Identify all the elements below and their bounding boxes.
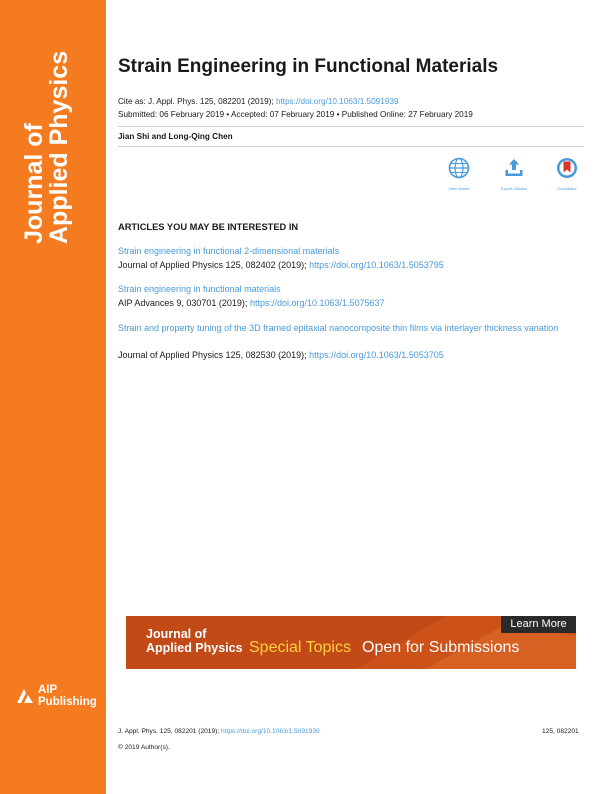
globe-icon [448, 157, 470, 179]
related-article-title[interactable]: Strain and property tuning of the 3D framed epitaxial nanocomposite thin films via interlayer thickness variation [118, 323, 559, 333]
related-article-citation: Journal of Applied Physics 125, 082530 (2019); [118, 350, 307, 360]
footer-page-ref: 125, 082201 [542, 728, 579, 735]
footer-doi-link[interactable]: https://doi.org/10.1063/1.5091939 [221, 728, 320, 735]
footer-citation [118, 728, 320, 735]
publisher-line2: Publishing [38, 696, 97, 708]
journal-name-line1: Journal of [20, 123, 48, 244]
journal-name-vertical [22, 51, 72, 244]
export-icon [503, 157, 525, 179]
related-article-ref [118, 260, 444, 270]
related-article-doi[interactable]: https://doi.org/10.1063/1.5053705 [309, 350, 444, 360]
divider [118, 146, 584, 147]
article-doi-link[interactable]: https://doi.org/10.1063/1.5091939 [275, 97, 399, 106]
article-title: Strain Engineering in Functional Materials [118, 56, 499, 77]
related-article-title[interactable]: Strain engineering in functional materials [118, 284, 281, 294]
related-articles-heading: ARTICLES YOU MAY BE INTERESTED IN [118, 222, 299, 232]
divider [118, 126, 584, 127]
cite-line [118, 97, 398, 106]
authors: Jian Shi and Long-Qing Chen [118, 132, 233, 141]
related-article-citation: Journal of Applied Physics 125, 082402 (2019); [118, 260, 307, 270]
aip-logo-icon [16, 686, 34, 704]
banner-journal-line1: Journal of [146, 627, 207, 641]
dates-line: Submitted: 06 February 2019 • Accepted: 07 February 2019 • Published Online: 27 February 2019 [118, 110, 473, 119]
crossmark-button[interactable] [547, 157, 587, 191]
crossmark-caption: CrossMark [557, 186, 577, 191]
open-for-submissions-text: Open for Submissions [362, 639, 520, 656]
view-online-caption: View Online [448, 186, 470, 191]
related-article-doi[interactable]: https://doi.org/10.1063/1.5075637 [249, 298, 385, 308]
export-citation-button[interactable] [494, 157, 534, 191]
cite-as-label: Cite as: [118, 97, 146, 106]
related-article-title[interactable]: Strain engineering in functional 2-dimensional materials [118, 246, 340, 256]
special-topics-banner[interactable] [126, 616, 576, 669]
banner-journal-line2: Applied Physics [146, 641, 243, 655]
cite-text: J. Appl. Phys. 125, 082201 (2019); [148, 97, 274, 106]
learn-more-button[interactable]: Learn More [501, 616, 576, 633]
related-article-citation: AIP Advances 9, 030701 (2019); [118, 298, 248, 308]
export-citation-caption: Export Citation [500, 186, 528, 191]
related-article-ref [118, 350, 444, 360]
banner-journal-name [146, 627, 243, 655]
copyright: © 2019 Author(s). [118, 744, 170, 751]
journal-name-line2: Applied Physics [45, 50, 73, 244]
related-article-ref [118, 298, 385, 308]
related-article-doi[interactable]: https://doi.org/10.1063/1.5053795 [309, 260, 444, 270]
special-topics-text: Special Topics [249, 639, 351, 656]
footer-citation-text: J. Appl. Phys. 125, 082201 (2019); [118, 728, 220, 735]
journal-sidebar [0, 0, 106, 794]
crossmark-icon [556, 157, 578, 179]
view-online-button[interactable] [439, 157, 479, 191]
publisher-line1: AIP [38, 684, 58, 696]
